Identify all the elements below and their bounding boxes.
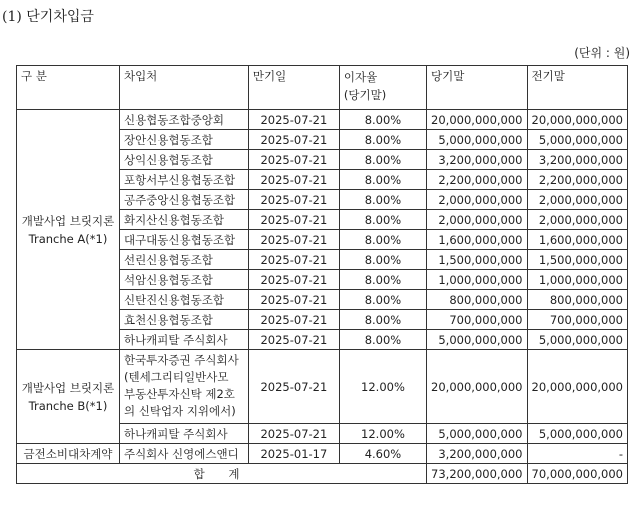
cell-current: 2,000,000,000: [427, 210, 527, 230]
cell-lender-line3: 부동산투자신탁 제2호: [123, 387, 235, 401]
short-term-borrowings-table: [16, 65, 628, 484]
cell-maturity: 2025-07-21: [248, 130, 339, 150]
header-maturity: 만기일: [248, 66, 339, 110]
cell-rate: 8.00%: [339, 190, 426, 210]
cell-rate: 8.00%: [339, 310, 426, 330]
cell-current: 20,000,000,000: [427, 350, 527, 424]
cell-prior: 5,000,000,000: [527, 130, 628, 150]
cell-maturity: 2025-07-21: [248, 350, 339, 424]
cell-lender: 주식회사 신영에스앤디: [119, 444, 248, 464]
header-rate-line2: (당기말): [343, 88, 387, 102]
table-header-row: [17, 66, 628, 110]
cell-rate: 12.00%: [339, 424, 426, 444]
cell-current: 5,000,000,000: [427, 330, 527, 350]
cell-lender: 선린신용협동조합: [119, 250, 248, 270]
table-row: [17, 350, 628, 424]
cell-maturity: 2025-07-21: [248, 270, 339, 290]
cell-lender-line1: 한국투자증권 주식회사: [123, 353, 239, 367]
cell-rate: 8.00%: [339, 110, 426, 130]
cell-maturity: 2025-07-21: [248, 210, 339, 230]
cell-rate: 8.00%: [339, 230, 426, 250]
cell-lender: 하나캐피탈 주식회사: [119, 424, 248, 444]
cell-maturity: 2025-07-21: [248, 110, 339, 130]
cell-rate: 8.00%: [339, 210, 426, 230]
cell-prior: 800,000,000: [527, 290, 628, 310]
cell-maturity: 2025-07-21: [248, 290, 339, 310]
cell-maturity: 2025-07-21: [248, 424, 339, 444]
group-tranche-b-line2: Tranche B(*1): [28, 398, 108, 413]
cell-lender: 신탄진신용협동조합: [119, 290, 248, 310]
cell-lender-line4: 의 신탁업자 지위에서): [123, 404, 236, 418]
cell-current: 3,200,000,000: [427, 444, 527, 464]
cell-rate: 8.00%: [339, 290, 426, 310]
cell-prior: 1,600,000,000: [527, 230, 628, 250]
cell-lender: 하나캐피탈 주식회사: [119, 330, 248, 350]
group-tranche-a-line1: 개발사업 브릿지론: [21, 213, 115, 228]
section-title: (1) 단기차입금: [2, 9, 94, 25]
cell-current: 3,200,000,000: [427, 150, 527, 170]
cell-rate: 8.00%: [339, 250, 426, 270]
group-tranche-a: [17, 110, 120, 350]
cell-lender: 효천신용협동조합: [119, 310, 248, 330]
cell-lender: 신용협동조합중앙회: [119, 110, 248, 130]
cell-maturity: 2025-07-21: [248, 310, 339, 330]
cell-current: 5,000,000,000: [427, 424, 527, 444]
cell-current: 1,600,000,000: [427, 230, 527, 250]
cell-lender: 화지산신용협동조합: [119, 210, 248, 230]
cell-lender: 포항서부신용협동조합: [119, 170, 248, 190]
cell-prior: 5,000,000,000: [527, 424, 628, 444]
cell-rate: 8.00%: [339, 330, 426, 350]
header-current: 당기말: [427, 66, 527, 110]
cell-lender-multiline: [119, 350, 248, 424]
cell-current: 5,000,000,000: [427, 130, 527, 150]
cell-maturity: 2025-07-21: [248, 190, 339, 210]
cell-lender: 대구대동신용협동조합: [119, 230, 248, 250]
total-label: 합 계: [17, 464, 427, 484]
table-row: [17, 444, 628, 464]
cell-maturity: 2025-07-21: [248, 330, 339, 350]
header-rate-line1: 이자율: [343, 70, 378, 84]
unit-label: (단위 : 원): [574, 46, 630, 60]
group-tranche-a-line2: Tranche A(*1): [28, 231, 108, 246]
cell-prior: 20,000,000,000: [527, 110, 628, 130]
cell-lender: 장안신용협동조합: [119, 130, 248, 150]
cell-current: 2,200,000,000: [427, 170, 527, 190]
cell-rate: 8.00%: [339, 130, 426, 150]
group-tranche-b-line1: 개발사업 브릿지론: [21, 380, 115, 395]
cell-prior: 2,000,000,000: [527, 210, 628, 230]
cell-prior: 20,000,000,000: [527, 350, 628, 424]
total-row: [17, 464, 628, 484]
cell-maturity: 2025-01-17: [248, 444, 339, 464]
cell-prior: 1,500,000,000: [527, 250, 628, 270]
cell-current: 800,000,000: [427, 290, 527, 310]
cell-lender: 상익신용협동조합: [119, 150, 248, 170]
cell-current: 2,000,000,000: [427, 190, 527, 210]
cell-maturity: 2025-07-21: [248, 230, 339, 250]
cell-maturity: 2025-07-21: [248, 170, 339, 190]
group-tranche-b: [17, 350, 120, 444]
header-rate: [339, 66, 426, 110]
cell-rate: 4.60%: [339, 444, 426, 464]
group-loan-agreement: 금전소비대차계약: [17, 444, 120, 464]
cell-rate: 8.00%: [339, 150, 426, 170]
cell-rate: 12.00%: [339, 350, 426, 424]
cell-prior: -: [527, 444, 628, 464]
header-prior: 전기말: [527, 66, 628, 110]
cell-current: 1,500,000,000: [427, 250, 527, 270]
cell-prior: 3,200,000,000: [527, 150, 628, 170]
header-lender: 차입처: [119, 66, 248, 110]
cell-prior: 2,000,000,000: [527, 190, 628, 210]
cell-current: 700,000,000: [427, 310, 527, 330]
total-prior: 70,000,000,000: [527, 464, 628, 484]
cell-current: 20,000,000,000: [427, 110, 527, 130]
cell-lender-line2: (텐세그리티일반사모: [123, 370, 229, 384]
cell-current: 1,000,000,000: [427, 270, 527, 290]
table-row: [17, 110, 628, 130]
cell-rate: 8.00%: [339, 170, 426, 190]
cell-prior: 700,000,000: [527, 310, 628, 330]
cell-maturity: 2025-07-21: [248, 250, 339, 270]
cell-rate: 8.00%: [339, 270, 426, 290]
cell-prior: 1,000,000,000: [527, 270, 628, 290]
cell-prior: 2,200,000,000: [527, 170, 628, 190]
cell-lender: 석암신용협동조합: [119, 270, 248, 290]
cell-lender: 공주중앙신용협동조합: [119, 190, 248, 210]
header-category: 구 분: [17, 66, 120, 110]
cell-prior: 5,000,000,000: [527, 330, 628, 350]
cell-maturity: 2025-07-21: [248, 150, 339, 170]
total-current: 73,200,000,000: [427, 464, 527, 484]
